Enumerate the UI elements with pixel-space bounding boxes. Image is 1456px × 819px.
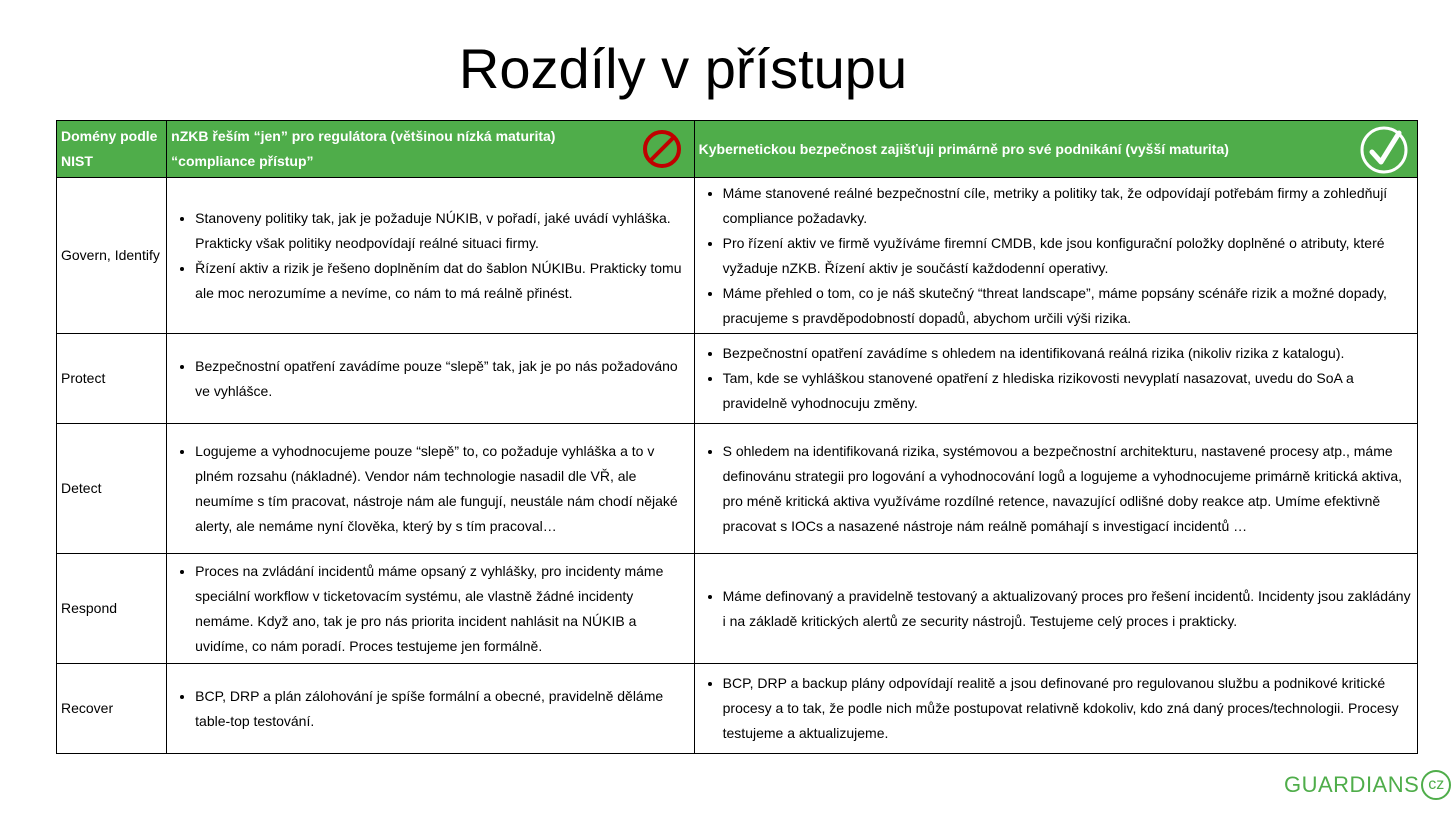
domain-cell: Respond <box>57 554 167 664</box>
domain-cell: Recover <box>57 664 167 754</box>
mature-cell <box>694 664 1417 754</box>
header-nist-domains <box>57 121 167 178</box>
list-item: • Bezpečnostní opatření zavádíme s ohledem na identifikovaná reálná rizika (nikoliv rizika z katalogu). <box>723 341 1413 366</box>
list-item: • Stanoveny politiky tak, jak je požaduje NÚKIB, v pořadí, jaké uvádí vyhláška. Prakticky však politiky neodpovídají reálné situaci firmy. <box>195 206 689 256</box>
mature-cell <box>694 424 1417 554</box>
forbidden-icon <box>641 128 683 170</box>
compliance-cell <box>167 424 694 554</box>
header-mature-approach <box>694 121 1417 178</box>
compliance-cell <box>167 664 694 754</box>
header-nist-line1: Domény podle <box>61 128 158 144</box>
compliance-cell <box>167 178 694 334</box>
header-compliance-line2: “compliance přístup” <box>171 153 314 169</box>
mature-cell <box>694 554 1417 664</box>
mature-cell <box>694 334 1417 424</box>
domain-cell: Protect <box>57 334 167 424</box>
logo-cz-badge: cz <box>1421 770 1451 800</box>
list-item: • Máme definovaný a pravidelně testovaný a aktualizovaný proces pro řešení incidentů. Incidenty jsou zakládány i na základě kritických alertů ze security nástrojů. Testujeme celý proces i prakticky. <box>723 584 1413 634</box>
header-compliance-line1: nZKB řeším “jen” pro regulátora (většinou nízká maturita) <box>171 128 556 144</box>
list-item: • BCP, DRP a plán zálohování je spíše formální a obecné, pravidelně děláme table-top testování. <box>195 684 689 734</box>
logo-text: GUARDIANS <box>1284 772 1420 797</box>
list-item: • Máme přehled o tom, co je náš skutečný “threat landscape”, máme popsány scénáře rizik a možné dopady, pracujeme s pravděpodobností dopadů, abychom určili výši rizika. <box>723 281 1413 331</box>
check-icon <box>1359 125 1409 175</box>
page-title: Rozdíly v přístupu <box>458 37 908 100</box>
list-item: • Máme stanovené reálné bezpečnostní cíle, metriky a politiky tak, že odpovídají potřebám firmy a zohledňují compliance požadavky. <box>723 181 1413 231</box>
table-row-detect <box>57 424 1418 554</box>
domain-cell: Govern, Identify <box>57 178 167 334</box>
header-nist-line2: NIST <box>61 153 93 169</box>
list-item: • S ohledem na identifikovaná rizika, systémovou a bezpečnostní architekturu, nastavené procesy atp., máme definovánu strategii pro logování a vyhodnocování logů a logujeme a vyhodnocujeme primárně kritická aktiva, pro méně kritická aktiva využíváme rozdílné retence, navazující odlišné doby reakce atp. Umíme efektivně pracovat s IOCs a nasazené nástroje nám reálně pomáhají s investigací incidentů … <box>723 439 1413 539</box>
table-row-protect <box>57 334 1418 424</box>
table-row-respond <box>57 554 1418 664</box>
compliance-cell <box>167 554 694 664</box>
comparison-table <box>56 120 1418 754</box>
guardians-logo <box>1284 770 1451 800</box>
table-row-govern-identify <box>57 178 1418 334</box>
list-item: • Proces na zvládání incidentů máme opsaný z vyhlášky, pro incidenty máme speciální workflow v ticketovacím systému, ale vlastně žádné incidenty nemáme. Když ano, tak je pro nás priorita incident nahlásit na NÚKIB a uvidíme, co nám poradí. Proces testujeme jen formálně. <box>195 559 689 659</box>
table-row-recover <box>57 664 1418 754</box>
mature-cell <box>694 178 1417 334</box>
list-item: • Bezpečnostní opatření zavádíme pouze “slepě” tak, jak je po nás požadováno ve vyhlášce. <box>195 354 689 404</box>
header-mature-label: Kybernetickou bezpečnost zajišťuji primárně pro své podnikání (vyšší maturita) <box>698 140 1229 157</box>
domain-cell: Detect <box>57 424 167 554</box>
list-item: • Logujeme a vyhodnocujeme pouze “slepě” to, co požaduje vyhláška a to v plném rozsahu (nákladné). Vendor nám technologie nasadil dle VŘ, ale neumíme s tím pracovat, nástroje nám ale fungují, neustále nám chodí nějaké alerty, ale nemáme nyní člověka, který by s tím pracoval… <box>195 439 689 539</box>
list-item: • Tam, kde se vyhláškou stanovené opatření z hlediska rizikovosti nevyplatí nasazovat, uvedu do SoA a pravidelně vyhodnocuju změny. <box>723 366 1413 416</box>
header-compliance-approach <box>167 121 694 178</box>
table-header-row <box>57 121 1418 178</box>
compliance-cell <box>167 334 694 424</box>
list-item: • Řízení aktiv a rizik je řešeno doplněním dat do šablon NÚKIBu. Prakticky tomu ale moc nerozumíme a nevíme, co nám to má reálně přinést. <box>195 256 689 306</box>
list-item: • Pro řízení aktiv ve firmě využíváme firemní CMDB, kde jsou konfigurační položky doplněné o atributy, které vyžaduje nZKB. Řízení aktiv je součástí každodenní operativy. <box>723 231 1413 281</box>
list-item: • BCP, DRP a backup plány odpovídají realitě a jsou definované pro regulovanou službu a podnikové kritické procesy a to tak, že podle nich může postupovat relativně kdokoliv, kdo zná daný proces/technologii. Procesy testujeme a aktualizujeme. <box>723 671 1413 746</box>
